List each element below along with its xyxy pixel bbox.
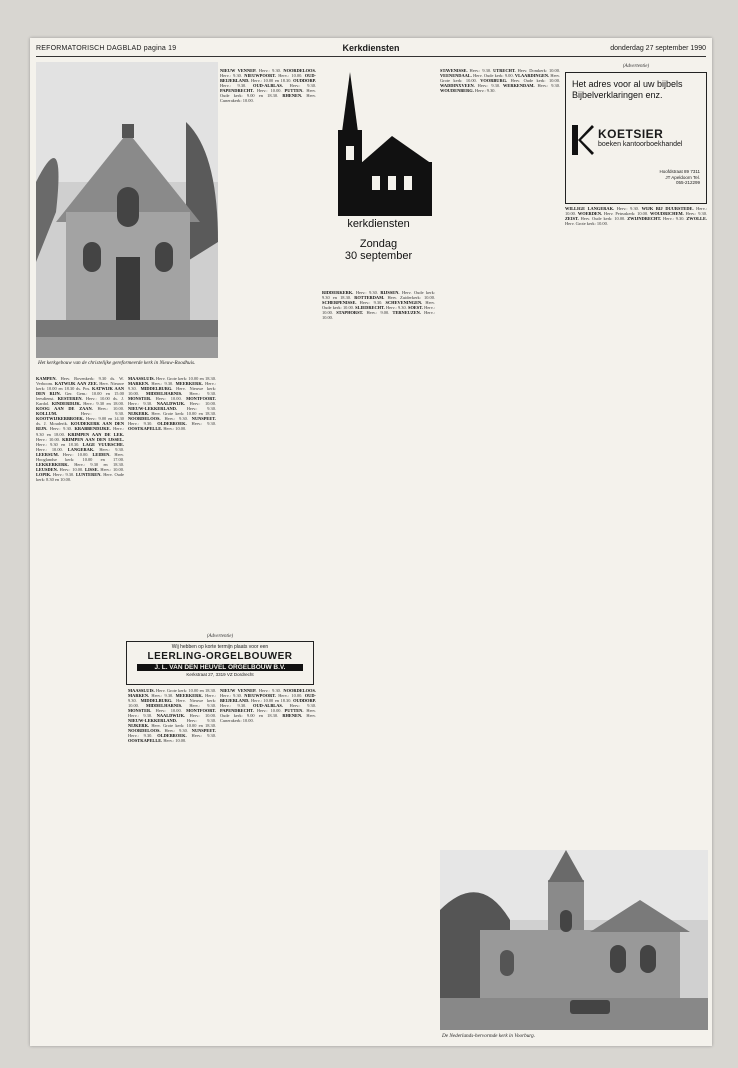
- church-silhouette-icon: [322, 68, 435, 218]
- koetsier-logo-icon: [572, 125, 594, 155]
- organ-ad-company: J. L. VAN DEN HEUVEL ORGELBOUW B.V.: [137, 664, 303, 671]
- koetsier-address: Hoofdstraat 89 7311 JT Apeldoorn Tel. 055-212299: [659, 169, 700, 185]
- koetsier-subtitle: boeken kantoorboekhandel: [598, 141, 683, 148]
- listing-column-2b: [128, 688, 216, 1036]
- section-title: Kerkdiensten: [342, 43, 400, 53]
- listing-column-3b: [220, 688, 316, 1036]
- listing-column-2b-text: MAASSLUIS. Herv. Grote kerk: 10.00 en 18.30. MARKEN. Herv.: 9.30. MEERKERK. Herv.: 9.30. MIDDELBURG. Herv. Nieuwe kerk: 10.00. MIDDELHARNIS. Herv.: 9.30. MONSTER. Herv.: 10.00. MONTFOORT. Herv.: 9.30. NAALDWIJK. Herv.: 10.00. NIEUW-LEKKERLAND. Herv.: 9.30. NIJKERK. Herv. Grote kerk: 10.00 en 18.30. NOORDELOOS. Herv.: 9.30. NUNSPEET. Herv.: 9.30. OLDEBROEK. Herv.: 9.30. OOSTKAPELLE. Herv.: 10.00.: [128, 688, 216, 744]
- listing-column-2: [128, 376, 216, 636]
- listing-column-4: [322, 290, 435, 1036]
- paper-name: REFORMATORISCH DAGBLAD pagina 19: [36, 45, 177, 52]
- organ-ad-intro: Wij hebben op korte termijn plaats voor een: [171, 644, 269, 650]
- photo-caption-bottom: De Nederlands-hervormde kerk in Voorburg.: [442, 1033, 536, 1039]
- listing-column-5-text: STAVENISSE. Herv.: 9.30. UTRECHT. Herv. Domkerk: 10.00. VEENENDAAL. Herv. Oude kerk: 9.00. VLAARDINGEN. Herv. Grote kerk: 10.00. VOORBURG. Herv. Oude kerk: 10.00. WADDINXVEEN. Herv.: 9.30. WERKENDAM. Herv.: 9.30. WOUDENBERG. Herv.: 9.30.: [440, 68, 560, 94]
- photo-caption-top: Het kerkgebouw van de christelijke gereformeerde kerk in Nieuw-Roodhuis.: [38, 360, 196, 366]
- banner-month: 30 september: [344, 250, 413, 262]
- kerkdiensten-banner: [322, 68, 435, 286]
- issue-date: donderdag 27 september 1990: [610, 45, 706, 52]
- listing-column-4-text: RIDDERKERK. Herv.: 9.30. RIJSSEN. Herv. Oude kerk: 9.30 en 18.30. ROTTERDAM. Herv. Zuiderkerk: 10.00. SCHERPENISSE. Herv.: 9.30. SCHEVENINGEN. Herv. Oude kerk: 10.00. SLIEDRECHT. Herv.: 9.30. SOEST. Herv.: 10.00. STAPHORST. Herv.: 9.00. TERNEUZEN. Herv.: 10.00.: [322, 290, 435, 321]
- newspaper-page: [30, 38, 712, 1046]
- organ-ad-address: Kerkstraat 27, 3319 VZ Dordrecht: [186, 672, 254, 677]
- listing-column-6: [565, 206, 707, 846]
- ad-label-organ: (Advertentie): [206, 634, 234, 639]
- banner-title: kerkdiensten: [347, 218, 410, 230]
- koetsier-bookshop-ad: [565, 72, 707, 204]
- banner-date: [322, 238, 435, 262]
- church-photo-top: [36, 62, 218, 358]
- organ-builder-ad: [126, 641, 314, 685]
- listing-column-2-text: MAASSLUIS. Herv. Grote kerk: 10.00 en 18.30. MARKEN. Herv.: 9.30. MEERKERK. Herv.: 9.30. MIDDELBURG. Herv. Nieuwe kerk: 10.00. MIDDELHARNIS. Herv.: 9.30. MONSTER. Herv.: 10.00. MONTFOORT. Herv.: 9.30. NAALDWIJK. Herv.: 10.00. NIEUW-LEKKERLAND. Herv.: 9.30. NIJKERK. Herv. Grote kerk: 10.00 en 18.30. NOORDELOOS. Herv.: 9.30. NUNSPEET. Herv.: 9.30. OLDEBROEK. Herv.: 9.30. OOSTKAPELLE. Herv.: 10.00.: [128, 376, 216, 432]
- koetsier-name: KOETSIER: [598, 127, 664, 141]
- listing-column-3: [220, 68, 316, 628]
- listing-column-5: [440, 68, 560, 768]
- listing-column-3b-text: NIEUW VENNEP. Herv.: 9.30. NOORDELOOS. Herv.: 9.30. NIEUWPOORT. Herv.: 10.00. OUD-BEIJERLAND. Herv.: 10.00 en 18.30. OUDDORP. Herv.: 9.30. OUD-ALBLAS. Herv.: 9.30. PAPENDRECHT. Herv.: 10.00. PUTTEN. Herv. Oude kerk: 9.00 en 18.30. RHENEN. Herv. Cunerakerk: 10.00.: [220, 688, 316, 724]
- listing-column-1: [36, 376, 124, 1036]
- page-header: [36, 42, 706, 57]
- listing-column-3-text: NIEUW VENNEP. Herv.: 9.30. NOORDELOOS. Herv.: 9.30. NIEUWPOORT. Herv.: 10.00. OUD-BEIJERLAND. Herv.: 10.00 en 18.30. OUDDORP. Herv.: 9.30. OUD-ALBLAS. Herv.: 9.30. PAPENDRECHT. Herv.: 10.00. PUTTEN. Herv. Oude kerk: 9.00 en 18.30. RHENEN. Herv. Cunerakerk: 10.00.: [220, 68, 316, 104]
- listing-column-1-text: KAMPEN. Herv. Bovenkerk: 9.30 ds. W. Verboom. KATWIJK AAN ZEE. Herv. Nieuwe kerk: 10.00 en 18.30 ds. Pos. KATWIJK AAN DEN RIJN. Ger. Gem.: 10.00 en 15.00 leesdienst. KESTEREN. Herv.: 10.00 ds. J. Kardol. KINDERDIJK. Herv.: 9.30 en 18.00. KOOG AAN DE ZAAN. Herv.: 10.00. KOLLUM. Herv.: 9.30. KOOTWIJKERBROEK. Herv.: 9.00 en 14.30 ds. J. Mouderik. KOUDEKERK AAN DEN RIJN. Herv.: 9.30. KRABBENDIJKE. Herv.: 9.30 en 18.00. KRIMPEN AAN DE LEK. Herv.: 10.00. KRIMPEN AAN DEN IJSSEL. Herv.: 9.30 en 18.30. LAGE VUURSCHE. Herv.: 10.00. LANGERAK. Herv.: 9.30. LEERSUM. Herv.: 10.00. LEIDEN. Herv. Hooglandse kerk: 10.00 en 17.00. LEKKERKERK. Herv.: 9.30 en 18.30. LEUSDEN. Herv.: 10.00. LISSE. Herv.: 10.00. LOPIK. Herv.: 9.30. LUNTEREN. Herv. Oude kerk: 8.30 en 10.00.: [36, 376, 124, 482]
- listing-column-6-text: WILLIGE LANGERAK. Herv.: 9.30. WIJK BIJ DUURSTEDE. Herv.: 10.00. WOERDEN. Herv. Petruskerk: 10.00. WOUDRICHEM. Herv.: 9.30. ZEIST. Herv. Oude kerk: 10.00. ZWIJNDRECHT. Herv.: 9.30. ZWOLLE. Herv. Grote kerk: 10.00.: [565, 206, 707, 227]
- banner-day: Zondag: [359, 238, 398, 250]
- organ-ad-title: LEERLING-ORGELBOUWER: [147, 651, 293, 662]
- ad-label-koetsier: (Advertentie): [622, 64, 650, 69]
- koetsier-headline: Het adres voor al uw bijbels Bijbelverklaringen enz.: [572, 79, 683, 100]
- church-photo-bottom: [440, 850, 708, 1030]
